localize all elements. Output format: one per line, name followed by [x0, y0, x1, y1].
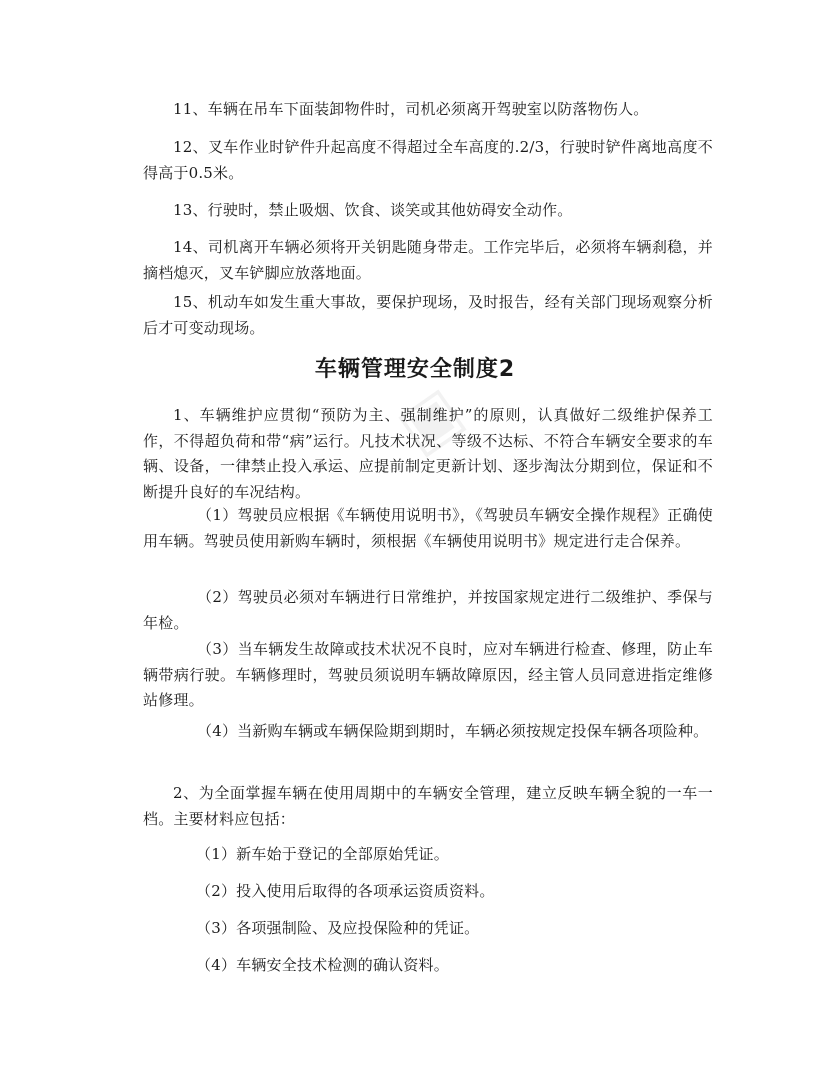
paragraph-item-2-4: （4）车辆安全技术检测的确认资料。	[196, 956, 449, 974]
paragraph-item-2-1: （1）新车始于登记的全部原始凭证。	[196, 845, 449, 863]
paragraph-rule-14: 14、司机离开车辆必须将开关钥匙随身带走。工作完毕后，必须将车辆刹稳，并摘档熄灭，叉车铲脚应放落地面。	[143, 238, 713, 282]
paragraph-section-2: 2、为全面掌握车辆在使用周期中的车辆安全管理，建立反映车辆全貌的一车一档。主要材料应包括：	[143, 784, 713, 828]
paragraph-rule-12: 12、叉车作业时铲件升起高度不得超过全车高度的.2/3，行驶时铲件离地高度不得高于0.5米。	[143, 138, 713, 182]
paragraph-item-1-2: （2）驾驶员必须对车辆进行日常维护，并按国家规定进行二级维护、季保与年检。	[143, 588, 713, 632]
paragraph-item-1-1: （1）驾驶员应根据《车辆使用说明书》，《驾驶员车辆安全操作规程》正确使用车辆。驾驶员使用新购车辆时，须根据《车辆使用说明书》规定进行走合保养。	[143, 506, 713, 550]
paragraph-rule-15: 15、机动车如发生重大事故，要保护现场，及时报告，经有关部门现场观察分析后才可变动现场。	[143, 293, 713, 337]
paragraph-item-1-3: （3）当车辆发生故障或技术状况不良时，应对车辆进行检查、修理，防止车辆带病行驶。车辆修理时，驾驶员须说明车辆故障原因，经主管人员同意进指定维修站修理。	[143, 640, 713, 709]
paragraph-section-1: 1、车辆维护应贯彻“预防为主、强制维护”的原则，认真做好二级维护保养工作，不得超负荷和带“病”运行。凡技术状况、等级不达标、不符合车辆安全要求的车辆、设备，一律禁止投入承运、应提前制定更新计划、逐步淘汰分期到位，保证和不断提升良好的车况结构。	[143, 406, 713, 501]
paragraph-item-1-4: （4）当新购车辆或车辆保险期到期时，车辆必须按规定投保车辆各项险种。	[197, 722, 709, 740]
watermark-logo: ▣	[384, 372, 476, 468]
section-title: 车辆管理安全制度2	[314, 357, 516, 382]
paragraph-item-2-2: （2）投入使用后取得的各项承运资质资料。	[196, 882, 495, 900]
paragraph-rule-11: 11、车辆在吊车下面装卸物件时，司机必须离开驾驶室以防落物伤人。	[173, 100, 649, 118]
paragraph-rule-13: 13、行驶时，禁止吸烟、饮食、谈笑或其他妨碍安全动作。	[173, 201, 573, 219]
paragraph-item-2-3: （3）各项强制险、及应投保险种的凭证。	[196, 919, 480, 937]
